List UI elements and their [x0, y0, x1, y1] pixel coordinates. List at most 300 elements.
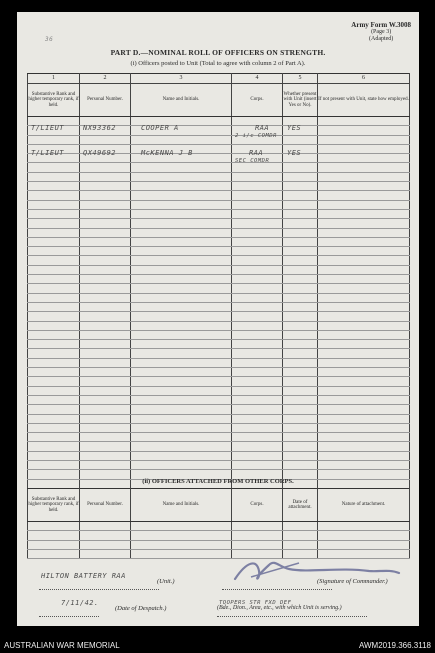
- ruled-cell: [283, 330, 318, 339]
- ruled-cell: [131, 460, 232, 469]
- ruled-cell: [283, 191, 318, 200]
- ruled-cell: [28, 265, 80, 274]
- ruled-cell: [80, 172, 131, 181]
- attached-header-corps: Corps.: [232, 489, 283, 522]
- ruled-cell: [80, 182, 131, 191]
- ruled-cell: [131, 442, 232, 451]
- ruled-row: [28, 293, 410, 302]
- ruled-cell: [318, 368, 410, 377]
- ruled-row: [28, 182, 410, 191]
- ruled-cell: [232, 540, 283, 549]
- ruled-cell: [232, 219, 283, 228]
- ruled-cell: [232, 265, 283, 274]
- ruled-cell: [80, 163, 131, 172]
- attached-header-number: Personal Number.: [80, 489, 131, 522]
- part-d-subtitle: (i) Officers posted to Unit (Total to agree with column 2 of Part A).: [130, 60, 306, 67]
- ruled-cell: [283, 405, 318, 414]
- ruled-cell: [283, 228, 318, 237]
- ruled-cell: [283, 135, 318, 144]
- ruled-cell: [318, 414, 410, 423]
- ruled-cell: [28, 302, 80, 311]
- ruled-cell: [80, 451, 131, 460]
- ruled-cell: [283, 237, 318, 246]
- ruled-row: [28, 163, 410, 172]
- ruled-cell: [283, 395, 318, 404]
- ruled-cell: [283, 522, 318, 531]
- column-header-row: [28, 84, 410, 117]
- row-2-corps-note: SEC COMDR: [235, 158, 270, 164]
- ruled-cell: [28, 247, 80, 256]
- ruled-row: [28, 237, 410, 246]
- ruled-cell: [232, 423, 283, 432]
- unit-label: (Unit.): [157, 578, 175, 585]
- ruled-cell: [232, 386, 283, 395]
- ruled-cell: [80, 247, 131, 256]
- ruled-cell: [131, 312, 232, 321]
- ruled-cell: [131, 265, 232, 274]
- ruled-cell: [80, 433, 131, 442]
- ruled-cell: [131, 395, 232, 404]
- header-corps: Corps.: [232, 84, 283, 117]
- row-2-name: McKENNA J B: [141, 149, 193, 157]
- ruled-cell: [131, 405, 232, 414]
- column-number: 5: [283, 74, 318, 84]
- ruled-cell: [318, 395, 410, 404]
- ruled-cell: [318, 126, 410, 135]
- ruled-cell: [232, 237, 283, 246]
- ruled-cell: [232, 293, 283, 302]
- ruled-cell: [131, 293, 232, 302]
- ruled-cell: [232, 377, 283, 386]
- ruled-cell: [28, 349, 80, 358]
- ruled-cell: [283, 219, 318, 228]
- ruled-cell: [232, 433, 283, 442]
- pencil-mark: 36: [45, 36, 54, 43]
- ruled-cell: [131, 247, 232, 256]
- ruled-cell: [318, 386, 410, 395]
- ruled-cell: [80, 330, 131, 339]
- ruled-cell: [28, 293, 80, 302]
- unit-value: HILTON BATTERY RAA: [41, 572, 126, 580]
- ruled-cell: [80, 386, 131, 395]
- ruled-row: [28, 191, 410, 200]
- part-d-title: PART D.—NOMINAL ROLL OF OFFICERS ON STRENGTH.: [110, 48, 326, 57]
- ruled-cell: [232, 172, 283, 181]
- ruled-row: [28, 247, 410, 256]
- ruled-cell: [232, 460, 283, 469]
- officers-posted-table: [27, 73, 410, 489]
- ruled-cell: [28, 209, 80, 218]
- ruled-cell: [232, 209, 283, 218]
- ruled-cell: [28, 433, 80, 442]
- ruled-row: [28, 423, 410, 432]
- station-value: TOOPERS STR FXD DEF: [219, 600, 292, 606]
- ruled-cell: [232, 275, 283, 284]
- ruled-cell: [28, 522, 80, 531]
- column-number: 6: [318, 74, 410, 84]
- ruled-cell: [283, 172, 318, 181]
- ruled-cell: [28, 451, 80, 460]
- ruled-cell: [318, 377, 410, 386]
- ruled-cell: [283, 302, 318, 311]
- ruled-cell: [131, 451, 232, 460]
- officers-attached-table: [27, 488, 410, 559]
- ruled-cell: [318, 265, 410, 274]
- ruled-row: [28, 451, 410, 460]
- ruled-cell: [80, 293, 131, 302]
- ruled-cell: [28, 460, 80, 469]
- ruled-cell: [131, 302, 232, 311]
- ruled-cell: [283, 256, 318, 265]
- ruled-cell: [318, 191, 410, 200]
- attached-header-nature: Nature of attachment.: [318, 489, 410, 522]
- ruled-cell: [232, 522, 283, 531]
- ruled-cell: [318, 247, 410, 256]
- ruled-cell: [232, 163, 283, 172]
- ruled-cell: [80, 540, 131, 549]
- caption-left: AUSTRALIAN WAR MEMORIAL: [4, 641, 120, 650]
- ruled-cell: [318, 321, 410, 330]
- ruled-cell: [131, 377, 232, 386]
- row-2-number: QX49692: [83, 149, 117, 157]
- ruled-cell: [232, 531, 283, 540]
- ruled-cell: [232, 405, 283, 414]
- ruled-cell: [283, 163, 318, 172]
- unit-line: [39, 579, 159, 590]
- ruled-cell: [80, 302, 131, 311]
- ruled-cell: [131, 163, 232, 172]
- ruled-cell: [28, 163, 80, 172]
- ruled-cell: [131, 275, 232, 284]
- ruled-cell: [283, 442, 318, 451]
- header-personal-number: Personal Number.: [80, 84, 131, 117]
- ruled-cell: [80, 405, 131, 414]
- ruled-cell: [131, 349, 232, 358]
- ruled-cell: [318, 358, 410, 367]
- ruled-cell: [28, 284, 80, 293]
- row-1-rank: T/LIEUT: [31, 124, 65, 132]
- ruled-cell: [232, 312, 283, 321]
- ruled-cell: [80, 191, 131, 200]
- ruled-cell: [131, 433, 232, 442]
- ruled-cell: [318, 284, 410, 293]
- ruled-cell: [28, 135, 80, 144]
- ruled-cell: [28, 540, 80, 549]
- row-2-present: YES: [287, 149, 302, 157]
- ruled-cell: [80, 312, 131, 321]
- ruled-row: [28, 302, 410, 311]
- ruled-cell: [131, 182, 232, 191]
- ruled-cell: [131, 256, 232, 265]
- ruled-row: [28, 349, 410, 358]
- date-label: (Date of Despatch.): [115, 605, 167, 612]
- ruled-cell: [283, 265, 318, 274]
- ruled-cell: [131, 284, 232, 293]
- ruled-cell: [283, 200, 318, 209]
- ruled-cell: [28, 442, 80, 451]
- document-page: [17, 12, 419, 626]
- form-adapted: (Adapted): [368, 36, 394, 42]
- ruled-cell: [80, 219, 131, 228]
- ruled-cell: [283, 531, 318, 540]
- form-name: Army Form W.3008: [351, 21, 411, 29]
- ruled-cell: [318, 531, 410, 540]
- ruled-cell: [318, 154, 410, 163]
- ruled-cell: [131, 340, 232, 349]
- ruled-cell: [318, 423, 410, 432]
- ruled-cell: [318, 135, 410, 144]
- ruled-cell: [131, 330, 232, 339]
- row-1-corps: RAA: [255, 124, 270, 132]
- ruled-cell: [232, 330, 283, 339]
- ruled-cell: [318, 237, 410, 246]
- ruled-cell: [232, 321, 283, 330]
- ruled-cell: [283, 358, 318, 367]
- ruled-cell: [80, 200, 131, 209]
- ruled-cell: [80, 460, 131, 469]
- ruled-cell: [80, 423, 131, 432]
- form-page: (Page 3): [371, 29, 392, 35]
- ruled-cell: [283, 340, 318, 349]
- ruled-row: [28, 330, 410, 339]
- ruled-cell: [80, 228, 131, 237]
- ruled-cell: [80, 256, 131, 265]
- ruled-row: [28, 312, 410, 321]
- ruled-cell: [232, 395, 283, 404]
- ruled-row: [28, 540, 410, 549]
- ruled-row: [28, 522, 410, 531]
- ruled-cell: [131, 135, 232, 144]
- ruled-row: [28, 275, 410, 284]
- ruled-cell: [318, 522, 410, 531]
- ruled-cell: [80, 442, 131, 451]
- ruled-cell: [232, 442, 283, 451]
- ruled-cell: [80, 275, 131, 284]
- ruled-cell: [232, 200, 283, 209]
- date-value: 7/11/42.: [61, 599, 99, 607]
- ruled-cell: [232, 191, 283, 200]
- ruled-cell: [283, 368, 318, 377]
- ruled-cell: [283, 321, 318, 330]
- ruled-cell: [318, 460, 410, 469]
- ruled-cell: [318, 293, 410, 302]
- ruled-cell: [28, 549, 80, 558]
- ruled-row: [28, 256, 410, 265]
- attached-header-row: [28, 489, 410, 522]
- ruled-cell: [131, 531, 232, 540]
- ruled-cell: [131, 191, 232, 200]
- ruled-cell: [318, 144, 410, 153]
- ruled-cell: [318, 172, 410, 181]
- ruled-cell: [131, 209, 232, 218]
- ruled-cell: [131, 414, 232, 423]
- ruled-cell: [28, 275, 80, 284]
- ruled-cell: [28, 191, 80, 200]
- row-2-corps: RAA: [249, 149, 264, 157]
- ruled-cell: [28, 414, 80, 423]
- ruled-cell: [283, 349, 318, 358]
- ruled-cell: [318, 117, 410, 126]
- ruled-cell: [318, 451, 410, 460]
- ruled-cell: [131, 200, 232, 209]
- attached-header-name: Name and Initials.: [131, 489, 232, 522]
- ruled-cell: [283, 312, 318, 321]
- ruled-cell: [80, 395, 131, 404]
- ruled-cell: [80, 237, 131, 246]
- ruled-cell: [28, 386, 80, 395]
- ruled-cell: [28, 172, 80, 181]
- ruled-cell: [283, 451, 318, 460]
- header-present: Whether present with Unit (insert Yes or No).: [283, 84, 318, 117]
- ruled-cell: [318, 405, 410, 414]
- ruled-cell: [28, 368, 80, 377]
- ruled-cell: [318, 256, 410, 265]
- ruled-cell: [28, 395, 80, 404]
- ruled-cell: [283, 423, 318, 432]
- ruled-cell: [28, 312, 80, 321]
- column-number: 2: [80, 74, 131, 84]
- ruled-row: [28, 135, 410, 144]
- ruled-row: [28, 405, 410, 414]
- caption-right: AWM2019.366.3118: [358, 641, 431, 650]
- column-number: 3: [131, 74, 232, 84]
- ruled-cell: [80, 358, 131, 367]
- ruled-cell: [28, 531, 80, 540]
- ruled-cell: [28, 200, 80, 209]
- ruled-cell: [318, 219, 410, 228]
- ruled-row: [28, 358, 410, 367]
- ruled-cell: [80, 284, 131, 293]
- ruled-cell: [232, 302, 283, 311]
- ruled-cell: [131, 386, 232, 395]
- signature-label: (Signature of Commander.): [317, 578, 388, 585]
- ruled-cell: [131, 358, 232, 367]
- row-1-name: COOPER A: [141, 124, 179, 132]
- ruled-cell: [318, 330, 410, 339]
- ruled-cell: [283, 414, 318, 423]
- ruled-cell: [318, 340, 410, 349]
- ruled-row: [28, 368, 410, 377]
- ruled-row: [28, 219, 410, 228]
- ruled-cell: [318, 540, 410, 549]
- ruled-cell: [28, 405, 80, 414]
- ruled-cell: [283, 209, 318, 218]
- ruled-cell: [318, 200, 410, 209]
- ruled-cell: [318, 275, 410, 284]
- ruled-cell: [131, 522, 232, 531]
- ruled-cell: [28, 321, 80, 330]
- ruled-cell: [318, 163, 410, 172]
- ruled-row: [28, 200, 410, 209]
- column-number-row: [28, 74, 410, 84]
- ruled-cell: [318, 433, 410, 442]
- ruled-cell: [318, 228, 410, 237]
- ruled-cell: [318, 182, 410, 191]
- ruled-cell: [80, 265, 131, 274]
- ruled-cell: [283, 540, 318, 549]
- row-1-present: YES: [287, 124, 302, 132]
- ruled-cell: [232, 228, 283, 237]
- ruled-cell: [318, 209, 410, 218]
- ruled-cell: [131, 228, 232, 237]
- ruled-cell: [232, 182, 283, 191]
- ruled-cell: [283, 386, 318, 395]
- ruled-cell: [232, 256, 283, 265]
- ruled-cell: [318, 442, 410, 451]
- station-label: (Bde., Dion., Area, etc., with which Unit is serving.): [217, 605, 342, 611]
- ruled-row: [28, 284, 410, 293]
- ruled-cell: [232, 451, 283, 460]
- ruled-cell: [80, 377, 131, 386]
- ruled-cell: [232, 414, 283, 423]
- row-1-corps-note: 2 i/c COMDR: [235, 133, 277, 139]
- ruled-cell: [80, 135, 131, 144]
- ruled-row: [28, 442, 410, 451]
- ruled-cell: [232, 349, 283, 358]
- ruled-cell: [232, 284, 283, 293]
- ruled-cell: [283, 293, 318, 302]
- column-number: 1: [28, 74, 80, 84]
- ruled-row: [28, 433, 410, 442]
- ruled-cell: [131, 172, 232, 181]
- ruled-cell: [283, 460, 318, 469]
- part-d-ii-title: (ii) OFFICERS ATTACHED FROM OTHER CORPS.: [142, 478, 294, 485]
- ruled-cell: [28, 182, 80, 191]
- ruled-cell: [80, 549, 131, 558]
- ruled-cell: [232, 368, 283, 377]
- ruled-row: [28, 377, 410, 386]
- ruled-cell: [131, 219, 232, 228]
- archive-caption: [0, 638, 435, 653]
- ruled-row: [28, 321, 410, 330]
- ruled-cell: [232, 247, 283, 256]
- ruled-cell: [80, 209, 131, 218]
- ruled-cell: [80, 531, 131, 540]
- ruled-cell: [283, 433, 318, 442]
- date-line: [39, 606, 99, 617]
- ruled-cell: [80, 414, 131, 423]
- ruled-cell: [28, 377, 80, 386]
- form-header: [351, 22, 411, 43]
- row-1-number: NX93362: [83, 124, 117, 132]
- ruled-row: [28, 265, 410, 274]
- ruled-cell: [28, 237, 80, 246]
- ruled-cell: [131, 549, 232, 558]
- ruled-cell: [131, 237, 232, 246]
- ruled-cell: [318, 349, 410, 358]
- ruled-cell: [80, 368, 131, 377]
- ruled-cell: [131, 321, 232, 330]
- ruled-row: [28, 228, 410, 237]
- ruled-cell: [283, 182, 318, 191]
- ruled-cell: [28, 330, 80, 339]
- ruled-cell: [318, 302, 410, 311]
- ruled-row: [28, 209, 410, 218]
- ruled-row: [28, 414, 410, 423]
- ruled-cell: [80, 522, 131, 531]
- ruled-cell: [28, 423, 80, 432]
- row-2-rank: T/LIEUT: [31, 149, 65, 157]
- ruled-row: [28, 460, 410, 469]
- ruled-cell: [131, 423, 232, 432]
- ruled-cell: [28, 219, 80, 228]
- ruled-cell: [283, 247, 318, 256]
- ruled-cell: [131, 540, 232, 549]
- ruled-row: [28, 386, 410, 395]
- ruled-cell: [283, 284, 318, 293]
- ruled-cell: [28, 358, 80, 367]
- ruled-cell: [232, 340, 283, 349]
